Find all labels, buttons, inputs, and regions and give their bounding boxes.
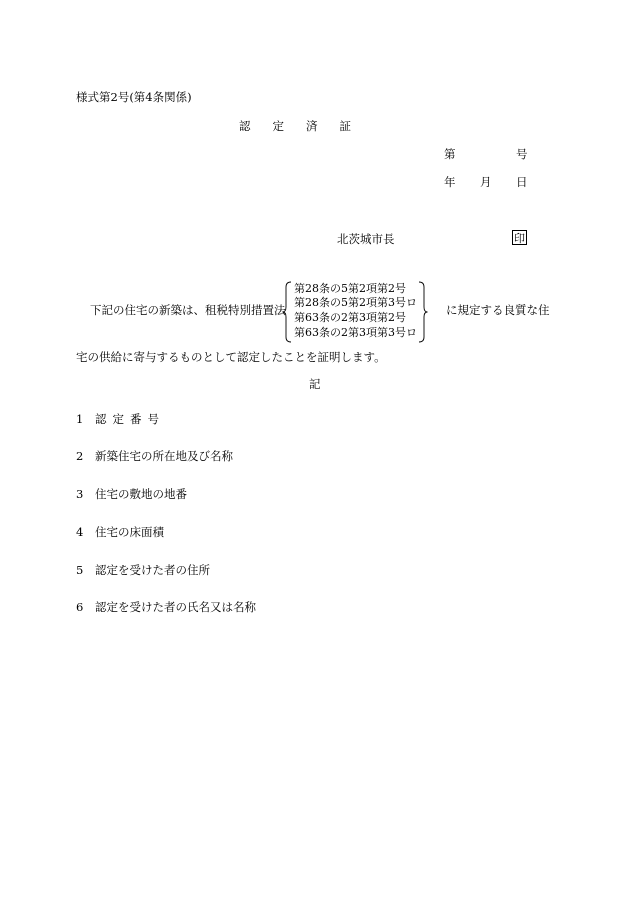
list-item-number: 1: [76, 412, 84, 426]
list-item-number: 6: [76, 600, 84, 614]
law-article: 第63条の2第3項第2号: [294, 311, 406, 324]
list-item-label: 新築住宅の所在地及び名称: [95, 449, 233, 463]
date-month: 月: [480, 175, 492, 189]
list-item-label: 住宅の床面積: [95, 525, 164, 539]
date-year: 年: [444, 175, 456, 189]
issuer-name: 北茨城市長: [337, 232, 395, 246]
list-item-number: 4: [76, 525, 84, 539]
seal-box: 印: [514, 232, 525, 245]
page-title: 認定済証: [239, 119, 373, 133]
number-suffix: 号: [516, 147, 528, 161]
law-article: 第63条の2第3項第3号ロ: [294, 326, 417, 339]
list-item-label: 認定番号: [95, 412, 165, 426]
left-brace: [282, 281, 292, 343]
list-item-label: 認定を受けた者の住所: [95, 563, 210, 577]
right-brace: [418, 281, 428, 343]
date-day: 日: [516, 175, 528, 189]
ki-heading: 記: [309, 377, 321, 391]
body-tail: に規定する良質な住: [446, 303, 550, 317]
list-item-label: 住宅の敷地の地番: [95, 487, 187, 501]
number-prefix: 第: [444, 147, 456, 161]
list-item-number: 2: [76, 449, 84, 463]
form-number: 様式第2号(第4条関係): [76, 90, 192, 104]
list-item-label: 認定を受けた者の氏名又は名称: [95, 600, 256, 614]
body-continuation: 宅の供給に寄与するものとして認定したことを証明します。: [76, 350, 386, 364]
law-article: 第28条の5第2項第2号: [294, 282, 406, 295]
body-lead: 下記の住宅の新築は、租税特別措置法: [90, 303, 286, 317]
list-item-number: 5: [76, 563, 84, 577]
list-item-number: 3: [76, 487, 84, 501]
law-article: 第28条の5第2項第3号ロ: [294, 296, 417, 309]
